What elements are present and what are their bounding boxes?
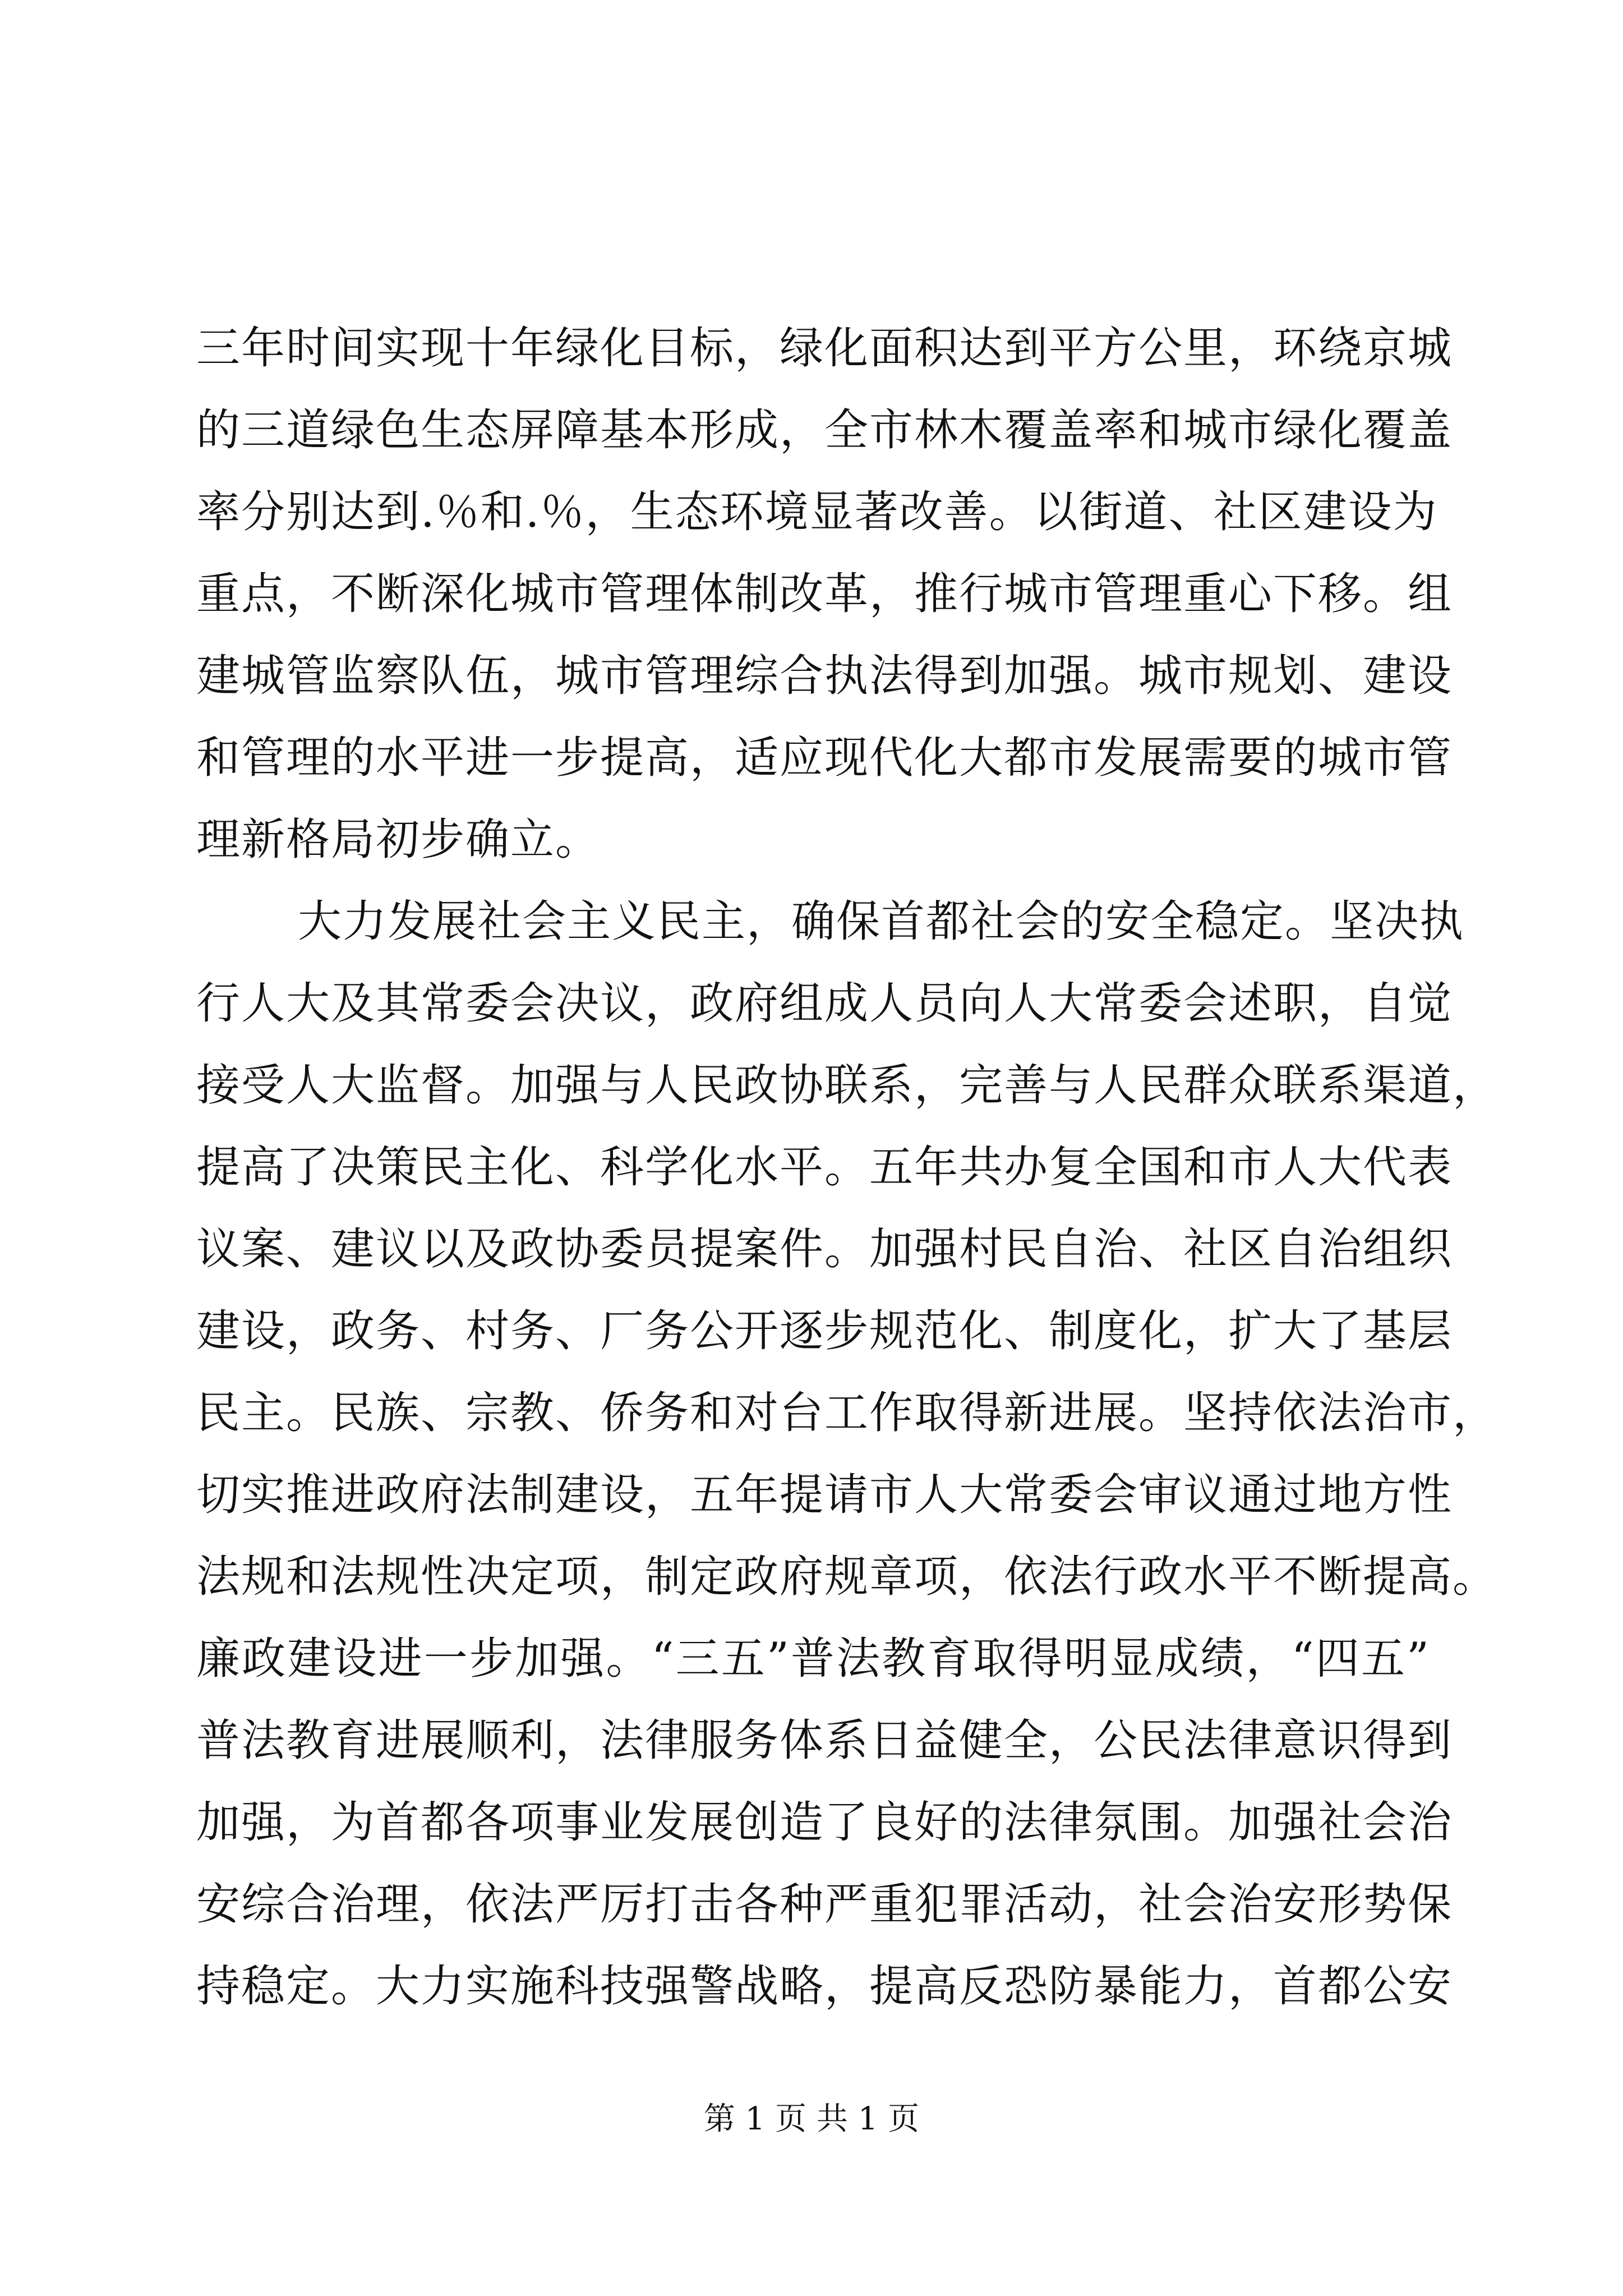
text-line: 三年时间实现十年绿化目标，绿化面积达到平方公里，环绕京城 (196, 323, 1453, 374)
text-line: 持稳定。大力实施科技强警战略，提高反恐防暴能力，首都公安 (196, 1961, 1453, 2012)
text-line: 加强，为首都各项事业发展创造了良好的法律氛围。加强社会治 (196, 1797, 1453, 1848)
text-line: 普法教育进展顺利，法律服务体系日益健全，公民法律意识得到 (196, 1715, 1453, 1766)
text-line: 行人大及其常委会决议，政府组成人员向人大常委会述职，自觉 (196, 978, 1453, 1029)
page-number: 第 1 页 共 1 页 (703, 2101, 920, 2137)
paragraph-1 (196, 307, 1453, 881)
text-line: 民主。民族、宗教、侨务和对台工作取得新进展。坚持依法治市， (196, 1388, 1498, 1438)
paragraph-2 (196, 881, 1498, 2027)
text-line: 提高了决策民主化、科学化水平。五年共办复全国和市人大代表 (196, 1142, 1453, 1193)
text-line: 建设，政务、村务、厂务公开逐步规范化、制度化，扩大了基层 (196, 1306, 1453, 1356)
document-body (196, 307, 1498, 2027)
text-line: 和管理的水平进一步提高，适应现代化大都市发展需要的城市管 (196, 733, 1453, 783)
text-line: 理新格局初步确立。 (196, 815, 601, 865)
page-footer (0, 2097, 1623, 2142)
text-line: 接受人大监督。加强与人民政协联系，完善与人民群众联系渠道， (196, 1060, 1498, 1111)
text-line: 切实推进政府法制建设，五年提请市人大常委会审议通过地方性 (196, 1470, 1453, 1520)
text-line: 大力发展社会主义民主，确保首都社会的安全稳定。坚决执 (298, 896, 1465, 947)
text-line: 安综合治理，依法严厉打击各种严重犯罪活动，社会治安形势保 (196, 1879, 1453, 1930)
text-line: 法规和法规性决定项，制定政府规章项，依法行政水平不断提高。 (196, 1552, 1498, 1602)
text-line: 议案、建议以及政协委员提案件。加强村民自治、社区自治组织 (196, 1224, 1453, 1274)
text-line: 重点，不断深化城市管理体制改革，推行城市管理重心下移。组 (196, 569, 1453, 619)
text-line: 廉政建设进一步加强。“三五”普法教育取得明显成绩，“四五” (196, 1634, 1430, 1684)
text-line: 率分别达到.％和.％，生态环境显著改善。以街道、社区建设为 (196, 487, 1438, 537)
text-line: 的三道绿色生态屏障基本形成，全市林木覆盖率和城市绿化覆盖 (196, 405, 1453, 455)
text-line: 建城管监察队伍，城市管理综合执法得到加强。城市规划、建设 (196, 651, 1453, 701)
